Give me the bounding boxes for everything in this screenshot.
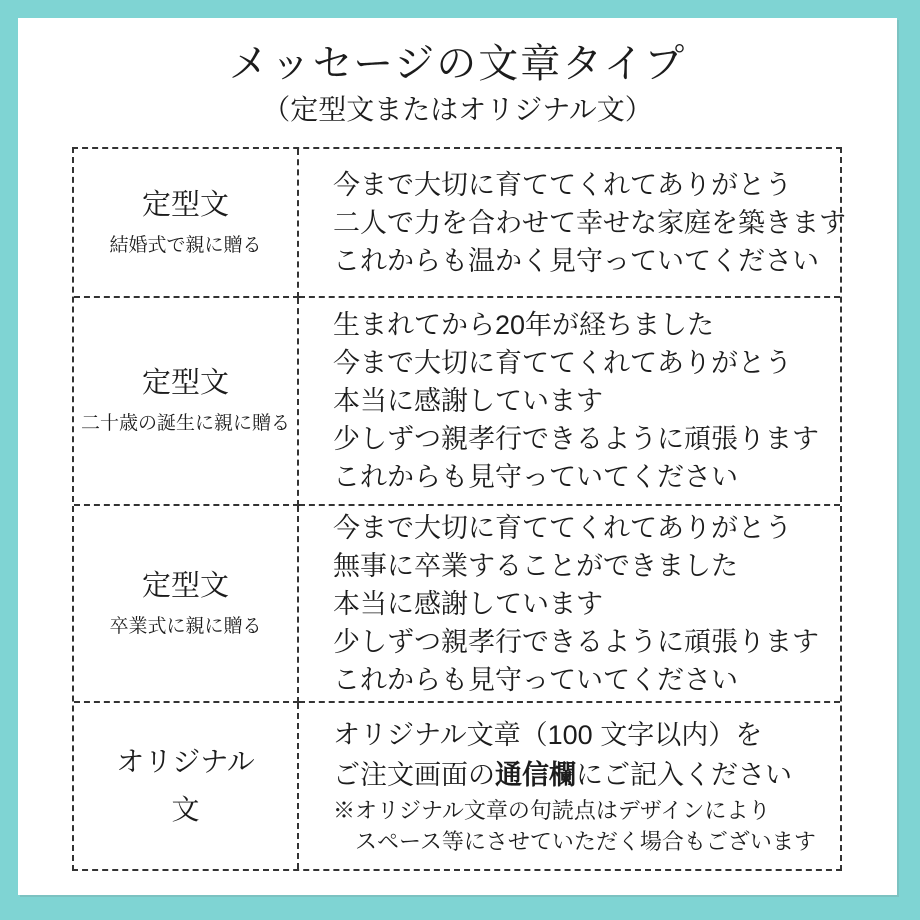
original-instruction-line-1: オリジナル文章（100 文字以内）を — [333, 720, 763, 750]
message-line: 無事に卒業することができました — [333, 550, 738, 581]
type-label: 定型文 — [141, 367, 229, 399]
message-line: 少しずつ親孝行できるように頑張ります — [333, 626, 819, 657]
note-line: スペース等にさせていただく場合もございます — [333, 829, 816, 854]
message-line: 今まで大切に育ててくれてありがとう — [333, 348, 792, 378]
type-label-line: 文 — [171, 794, 200, 825]
message-line: 少しずつ親孝行できるように頑張ります — [333, 424, 819, 454]
page-subtitle: （定型文またはオリジナル文） — [262, 94, 653, 125]
message-cell-graduation — [299, 506, 840, 703]
header — [18, 18, 897, 128]
type-label: 定型文 — [141, 569, 229, 602]
message-line: これからも温かく見守っていてください — [333, 245, 819, 276]
note-line: ※オリジナル文章の句読点はデザインにより — [333, 798, 771, 823]
message-line: これからも見守っていてください — [333, 462, 738, 492]
page-title: メッセージの文章タイプ — [228, 42, 687, 86]
original-instruction-line-2 — [333, 755, 832, 795]
message-line: 本当に感謝しています — [333, 386, 603, 416]
info-sheet — [18, 18, 897, 895]
message-line: 本当に感謝しています — [333, 588, 603, 619]
type-cell-original — [74, 703, 299, 869]
type-cell-wedding — [74, 149, 299, 298]
type-label: 定型文 — [141, 188, 229, 221]
message-line: 生まれてから20年が経ちました — [333, 310, 715, 340]
type-note: 二十歳の誕生に親に贈る — [80, 413, 290, 434]
communication-field-emphasis: 通信欄 — [495, 760, 576, 790]
type-cell-20th-birthday — [74, 298, 299, 506]
message-line: 二人で力を合わせて幸せな家庭を築きます — [333, 207, 846, 238]
message-line: 今まで大切に育ててくれてありがとう — [333, 512, 792, 543]
type-note: 結婚式で親に贈る — [109, 234, 262, 256]
original-notes — [333, 795, 832, 857]
type-cell-graduation — [74, 506, 299, 703]
message-cell-wedding — [299, 149, 846, 298]
instruction-text-post: にご記入ください — [576, 760, 792, 790]
type-label-line: オリジナル — [116, 746, 255, 777]
message-line: 今まで大切に育ててくれてありがとう — [333, 169, 792, 200]
message-line: これからも見守っていてください — [333, 664, 738, 695]
message-cell-original — [299, 703, 840, 869]
type-note: 卒業式に親に贈る — [109, 615, 262, 637]
message-type-table — [72, 147, 846, 871]
message-cell-20th-birthday — [299, 298, 840, 506]
instruction-text-pre: ご注文画面の — [333, 760, 495, 790]
